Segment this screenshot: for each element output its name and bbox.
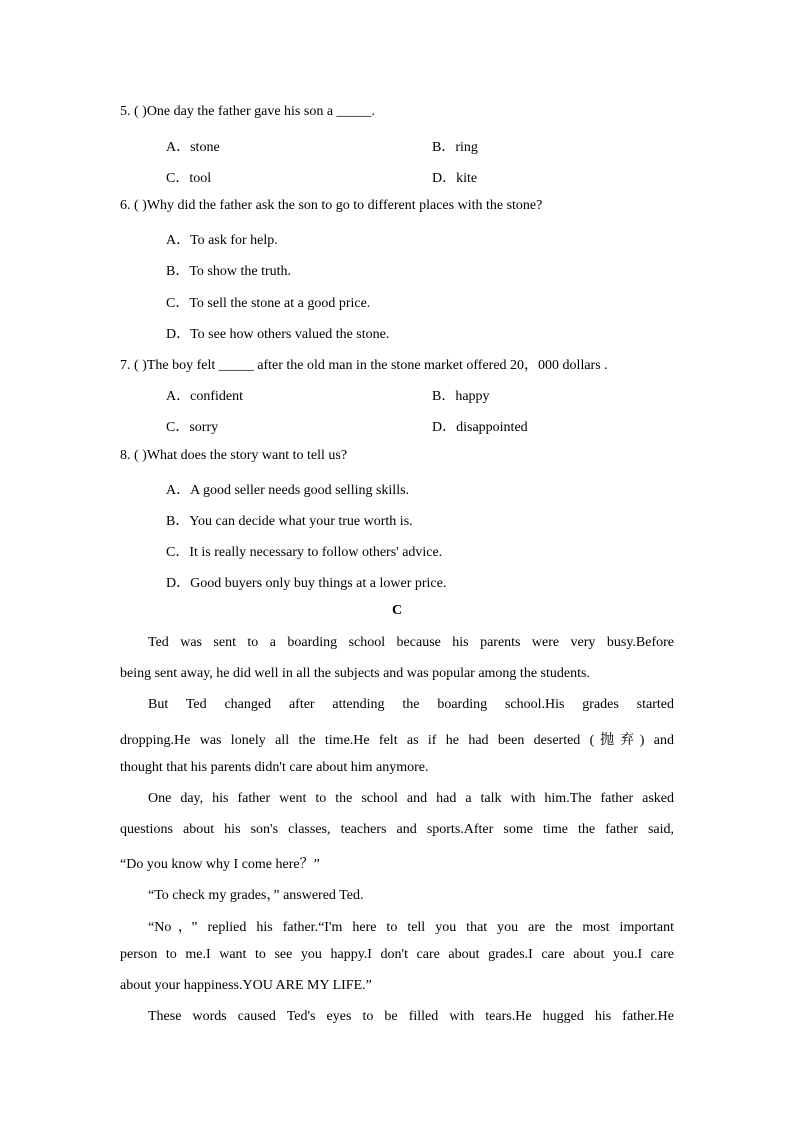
- passage-line: “To check my grades，” answered Ted.: [148, 888, 364, 903]
- question-7-option-d: D．disappointed: [432, 420, 528, 435]
- question-7-option-b: B．happy: [432, 389, 490, 404]
- question-7-stem: 7. ( )The boy felt _____ after the old man in the stone market offered 20，000 dollars .: [120, 358, 608, 373]
- question-5-option-b: B．ring: [432, 140, 478, 155]
- question-8-option-b: B．You can decide what your true worth is.: [166, 514, 413, 529]
- passage-line: But Ted changed after attending the boarding school.His grades started: [148, 697, 674, 712]
- question-7-option-c: C．sorry: [166, 420, 219, 435]
- question-6-option-a: A．To ask for help.: [166, 233, 278, 248]
- passage-line: dropping.He was lonely all the time.He felt as if he had been deserted (抛弃) and: [120, 733, 674, 748]
- question-5-option-d: D．kite: [432, 171, 478, 186]
- passage-line: “Do you know why I come here？”: [120, 857, 320, 872]
- passage-line: questions about his son's classes, teachers and sports.After some time the father said,: [120, 822, 674, 837]
- passage-line: These words caused Ted's eyes to be filled with tears.He hugged his father.He: [148, 1009, 674, 1024]
- passage-line: being sent away, he did well in all the subjects and was popular among the students.: [120, 666, 590, 681]
- question-5-option-c: C．tool: [166, 171, 212, 186]
- question-5-stem: 5. ( )One day the father gave his son a _____.: [120, 104, 376, 119]
- question-6-option-d: D．To see how others valued the stone.: [166, 327, 390, 342]
- passage-line: person to me.I want to see you happy.I don't care about grades.I care about you.I care: [120, 947, 674, 962]
- passage-line: “No，” replied his father.“I'm here to tell you that you are the most important: [148, 920, 674, 935]
- passage-line: One day, his father went to the school and had a talk with him.The father asked: [148, 791, 674, 806]
- section-heading: C: [391, 603, 403, 618]
- passage-line: about your happiness.YOU ARE MY LIFE.”: [120, 978, 372, 993]
- question-8-stem: 8. ( )What does the story want to tell us?: [120, 448, 348, 463]
- question-6-stem: 6. ( )Why did the father ask the son to go to different places with the stone?: [120, 198, 543, 213]
- question-5-option-a: A．stone: [166, 140, 220, 155]
- question-8-option-d: D．Good buyers only buy things at a lower price.: [166, 576, 447, 591]
- question-6-option-c: C．To sell the stone at a good price.: [166, 296, 371, 311]
- question-7-option-a: A．confident: [166, 389, 243, 404]
- passage-line: Ted was sent to a boarding school because his parents were very busy.Before: [148, 635, 674, 650]
- question-8-option-a: A．A good seller needs good selling skills.: [166, 483, 410, 498]
- question-6-option-b: B．To show the truth.: [166, 264, 292, 279]
- passage-line: thought that his parents didn't care about him anymore.: [120, 760, 429, 775]
- question-8-option-c: C．It is really necessary to follow others' advice.: [166, 545, 443, 560]
